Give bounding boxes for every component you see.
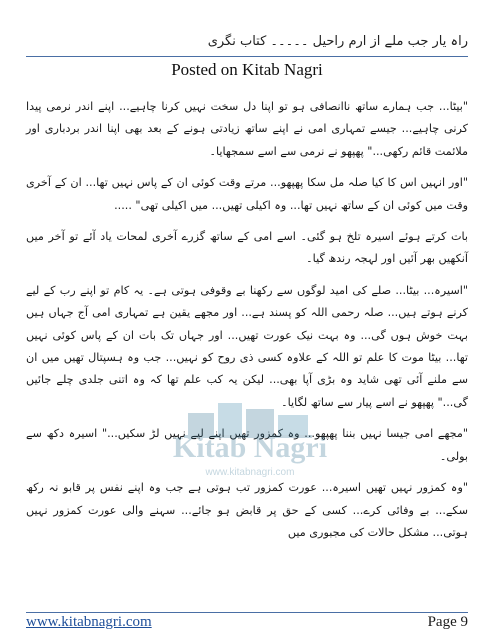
footer-divider bbox=[26, 612, 468, 613]
watermark-url: www.kitabnagri.com bbox=[205, 467, 295, 478]
watermark-brand: Kitab Nagri bbox=[172, 431, 328, 464]
story-body bbox=[26, 96, 468, 553]
posted-on-label: Posted on Kitab Nagri bbox=[171, 60, 323, 79]
paragraph-3: بات کرتے ہوئے اسیرہ تلخ ہو گئی۔ اسے امی کے ساتھ گزرے آخری لمحات یاد آئے تو آخر میں آنکھیں بھر آئیں اور لہجہ رندھ گیا۔ bbox=[26, 230, 468, 266]
running-header: راہ یار جب ملے از ارم راحیل ۔۔۔۔۔ کتاب نگری bbox=[207, 34, 468, 49]
paragraph-6: "وہ کمزور نہیں تھیں اسیرہ... عورت کمزور تب ہوتی ہے جب وہ اپنے نفس پر قابو نہ رکھ سکے... بے وفائی کرے... کسی کے حق پر قابض ہو جائے... سہنے والی عورت کمزور نہیں ہوتی... مشکل حالات کی مجبوری میں bbox=[26, 481, 468, 539]
paragraph-5: "مجھے امی جیسا نہیں بننا پھپھو... وہ کمزور تھیں اپنے لیے نہیں لڑ سکیں..." اسیرہ دکھ سے بولی۔ bbox=[26, 427, 468, 463]
page-number: Page 9 bbox=[427, 614, 468, 630]
footer-website-link[interactable]: www.kitabnagri.com bbox=[26, 614, 152, 630]
header-divider bbox=[26, 56, 468, 57]
paragraph-4: "اسیرہ... بیٹا... صلے کی امید لوگوں سے رکھنا بے وقوفی ہوتی ہے۔ یہ کام تو اپنے رب کے لیے کرنے ہوتے ہیں... صلہ رحمی اللہ کو پسند ہے... اور مجھے یقین ہے تمہاری امی آج جہاں ہیں بہت خوش ہوں گی... وہ بہت نیک عورت تھیں... اور جہاں تک بات ان کے پاس کوئی نہیں تھا... بیٹا موت کا علم تو اللہ کے علاوہ کسی ذی روح کو نہیں... جب وہ ہسپتال تھیں میں ان سے ملنے آئی تھی شاید وہ بڑی آپا بھی... لیکن یہ کب علم تھا کہ وہ اتنی جلدی چلے جائیں گی..." پھپھو نے اسے پیار سے ساتھ لگایا۔ bbox=[26, 283, 468, 409]
paragraph-2: "اور انہیں اس کا کیا صلہ مل سکا پھپھو... مرتے وقت کوئی ان کے پاس نہیں تھا... ان کے آخری وقت میں کوئی ان کے ساتھ نہیں تھا... وہ اکیلی تھیں... میں اکیلی تھی" ..... bbox=[26, 176, 468, 212]
paragraph-1: "بیٹا... جب ہمارے ساتھ ناانصافی ہو تو اپنا دل سخت نہیں کرنا چاہیے... اپنے اندر نرمی پیدا کرنی چاہیے... جیسے تمہاری امی نے اپنے ساتھ زیادتی ہونے کے بعد بھی اپنا اندر بردباری اور ملائمت قائم رکھی..." پھپھو نے نرمی سے اسے سمجھایا۔ bbox=[26, 100, 468, 158]
